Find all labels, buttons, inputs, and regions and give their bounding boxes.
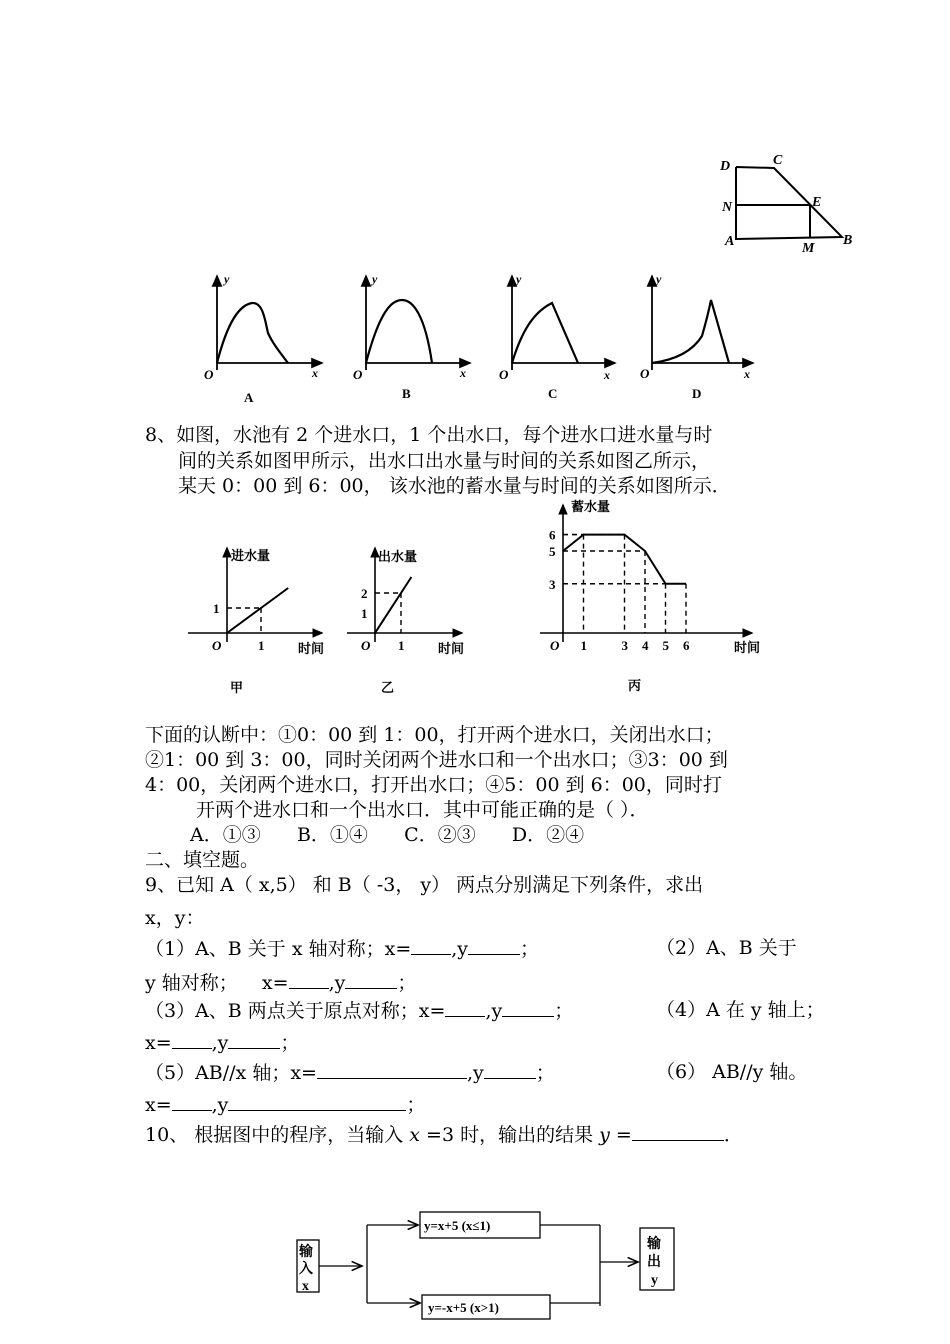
trapezoid-label-m: M [802,241,815,256]
graph-d-origin: O [640,366,650,381]
output-char-3: y [651,1273,658,1288]
chart-0-series-line [227,588,288,633]
graph-c-y-label: y [516,272,522,286]
q8-choices: A．①③ B．①④ C．②③ D．②④ [190,824,585,846]
q8-judge-line-2: ②1：00 到 3：00，同时关闭两个进水口和一个出水口；③3：00 到 [145,749,728,771]
chart-yi-ylabel: 出水量 [378,549,418,564]
graph-d-y-label: y [656,272,662,286]
chart-2-xtick-4: 6 [683,638,690,653]
q10-mid: =3 时，输出的结果 [419,1124,600,1146]
chart-jia-ylabel: 进水量 [231,548,271,563]
lower-formula-text: y=-x+5 (x>1) [428,1300,499,1315]
q9-p2-y-blank[interactable] [345,970,397,989]
input-char-2: 入 [299,1262,313,1277]
q9-part-2-cont [145,970,416,995]
trapezoid-label-c: C [773,153,783,168]
option-graph-a [204,272,322,405]
graph-a-y-label: y [224,272,230,286]
q9-p2-y-text: ,y [328,972,346,994]
q9-part-5 [145,1060,555,1085]
input-char-3: x [302,1279,309,1294]
q9-p4-y-text: ,y [211,1032,229,1054]
q10-pre: 10、 根据图中的程序，当输入 [145,1124,410,1146]
q9-p1-y-text: ,y [451,938,469,960]
graph-a-origin: O [204,367,214,382]
graph-c-origin: O [499,367,509,382]
chart-yi-title: 乙 [381,680,395,695]
output-box [640,1228,674,1290]
chart-yi [347,548,464,695]
q9-line-2: x，y： [145,907,205,929]
q9-p5-text: （5）AB//x 轴；x= [145,1062,317,1084]
option-graph-b [353,272,470,401]
lower-formula-box [422,1295,550,1319]
chart-1-ytick-0: 1 [361,606,368,621]
q9-p6-x-blank[interactable] [172,1092,212,1111]
trapezoid-label-n: N [722,200,733,215]
q9-p1-y-blank[interactable] [468,936,520,955]
q9-part-2: （2）A、B 关于 [656,937,797,959]
q9-p5-y-text: ,y [466,1062,484,1084]
q8-judge-line-3: 4：00，关闭两个进水口，打开出水口；④5：00 到 6：00，同时打 [145,774,722,796]
q10-var-x: x [409,1124,420,1146]
chart-2-series-line [563,535,686,584]
q9-p1-x-blank[interactable] [411,936,451,955]
q8-line-1: 8、如图，水池有 2 个进水口，1 个出水口，每个进水口进水量与时 [145,424,713,446]
q9-p4-end: ； [280,1032,300,1054]
q9-p1-text: （1）A、B 关于 x 轴对称；x= [145,938,412,960]
q9-part-6-cont [145,1092,425,1117]
q9-p3-y-blank[interactable] [502,998,554,1017]
q9-p6-y-text: ,y [211,1094,229,1116]
chart-2-xtick-0: 1 [580,638,587,653]
trapezoid-label-b: B [843,233,853,248]
chart-jia-xlabel: 时间 [298,641,325,656]
chart-2-ytick-2: 6 [549,527,556,543]
q9-line-1: 9、已知 A（ x,5） 和 B（ -3， y） 两点分别满足下列条件，求出 [145,874,704,896]
q9-p3-end: ； [554,1000,574,1022]
q9-p4-text: x= [145,1032,172,1054]
q9-part-3 [145,998,573,1023]
chart-bing-origin: O [550,638,560,653]
q10-answer-blank[interactable] [632,1122,724,1141]
q8-judge-line-4: 开两个进水口和一个出水口．其中可能正确的是（ ）． [196,799,649,821]
q9-p6-end: ； [406,1094,426,1116]
chart-2-xtick-2: 4 [642,638,649,653]
output-char-2: 出 [647,1255,661,1270]
graph-a-x-label: x [312,366,318,380]
q9-p3-text: （3）A、B 两点关于原点对称；x= [145,1000,446,1022]
chart-yi-xlabel: 时间 [438,641,465,656]
graph-d-x-label: x [744,367,750,381]
input-char-1: 输 [299,1245,313,1260]
q9-p6-y-blank[interactable] [228,1092,406,1111]
chart-2-ytick-0: 3 [549,576,556,592]
chart-1-ytick-1: 2 [361,586,368,601]
q10-line [145,1122,743,1147]
chart-0-xtick-0: 1 [258,638,265,653]
trapezoid-label-a: A [725,234,735,249]
graph-b-x-label: x [460,366,466,380]
q8-judge-line-1: 下面的认断中：①0：00 到 1：00，打开两个进水口，关闭出水口； [145,724,724,746]
chart-yi-origin: O [361,638,371,653]
q9-p5-end: ； [535,1062,555,1084]
output-char-1: 输 [647,1237,661,1252]
option-graph-d [640,272,753,401]
q9-part-4: （4）A 在 y 轴上； [656,999,825,1021]
chart-1-xtick-0: 1 [398,638,405,653]
graph-c-caption: C [548,386,558,401]
upper-formula-box [420,1212,540,1238]
chart-bing-ylabel: 蓄水量 [571,499,611,514]
q8-line-3: 某天 0：00 到 6：00， 该水池的蓄水量与时间的关系如图所示． [178,475,731,497]
q9-part-4-cont [145,1030,299,1055]
q10-end: ． [723,1124,743,1146]
graph-b-caption: B [402,386,411,401]
q9-p2-text: y 轴对称； x= [145,972,289,994]
chart-bing [540,499,760,693]
q9-p2-end: ； [397,972,417,994]
chart-bing-title: 丙 [628,678,642,693]
trapezoid-label-d: D [720,159,731,174]
q9-p5-x-blank[interactable] [317,1060,467,1079]
graph-a-caption: A [244,390,254,405]
q10-post: = [609,1124,632,1146]
chart-jia [188,548,324,695]
upper-formula-text: y=x+5 (x≤1) [424,1218,491,1233]
chart-0-ytick-0: 1 [213,601,220,616]
q9-p1-end: ； [520,938,540,960]
q9-p6-text: x= [145,1094,172,1116]
trapezoid-label-e: E [812,195,822,210]
q9-p5-y-blank[interactable] [484,1060,536,1079]
q9-p4-y-blank[interactable] [228,1030,280,1049]
graph-d-caption: D [692,386,702,401]
chart-2-ytick-1: 5 [549,544,556,559]
graph-b-y-label: y [372,272,378,286]
q8-line-2: 间的关系如图甲所示，出水口出水量与时间的关系如图乙所示， [178,450,711,472]
chart-2-xtick-1: 3 [621,638,628,653]
q9-p2-x-blank[interactable] [289,970,329,989]
q9-p3-y-text: ,y [485,1000,503,1022]
option-graph-c [499,272,615,401]
input-box [297,1240,319,1292]
q9-part-1 [145,936,539,961]
chart-bing-xlabel: 时间 [734,640,761,655]
chart-2-xtick-3: 5 [662,638,669,653]
chart-jia-origin: O [212,638,222,653]
q9-p4-x-blank[interactable] [172,1030,212,1049]
chart-1-series-line [375,577,411,633]
section-2-heading: 二、填空题。 [145,849,260,871]
chart-jia-title: 甲 [230,680,244,695]
graph-c-x-label: x [604,368,610,382]
q10-var-y: y [599,1124,610,1146]
q9-p3-x-blank[interactable] [445,998,485,1017]
q9-part-6: （6） AB//y 轴。 [656,1061,808,1083]
graph-b-origin: O [353,367,363,382]
